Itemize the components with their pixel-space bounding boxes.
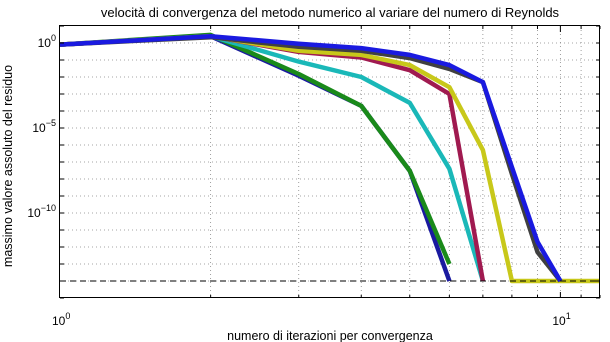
x-tick-labels xyxy=(52,311,571,328)
x-tick-label: $10^0$ xyxy=(52,311,71,328)
series-group xyxy=(60,35,600,281)
y-tick-label: $10^{-5}$ xyxy=(32,118,56,135)
y-tick-label: $10^0$ xyxy=(37,33,56,50)
y-tick-labels xyxy=(27,33,56,220)
grid-lines xyxy=(60,26,600,298)
y-axis-label: massimo valore assoluto del residuo xyxy=(1,64,15,268)
x-tick-label: $10^1$ xyxy=(552,311,571,328)
x-axis-label: numero di iterazioni per convergenza xyxy=(227,329,433,342)
series-line-5 xyxy=(60,36,600,281)
series-line-1 xyxy=(60,36,449,281)
chart-title: velocità di convergenza del metodo numerico al variare del numero di Reynolds xyxy=(100,5,560,20)
plot-frame xyxy=(60,26,600,298)
series-line-2 xyxy=(60,35,449,264)
y-tick-label: $10^{-10}$ xyxy=(27,203,56,220)
